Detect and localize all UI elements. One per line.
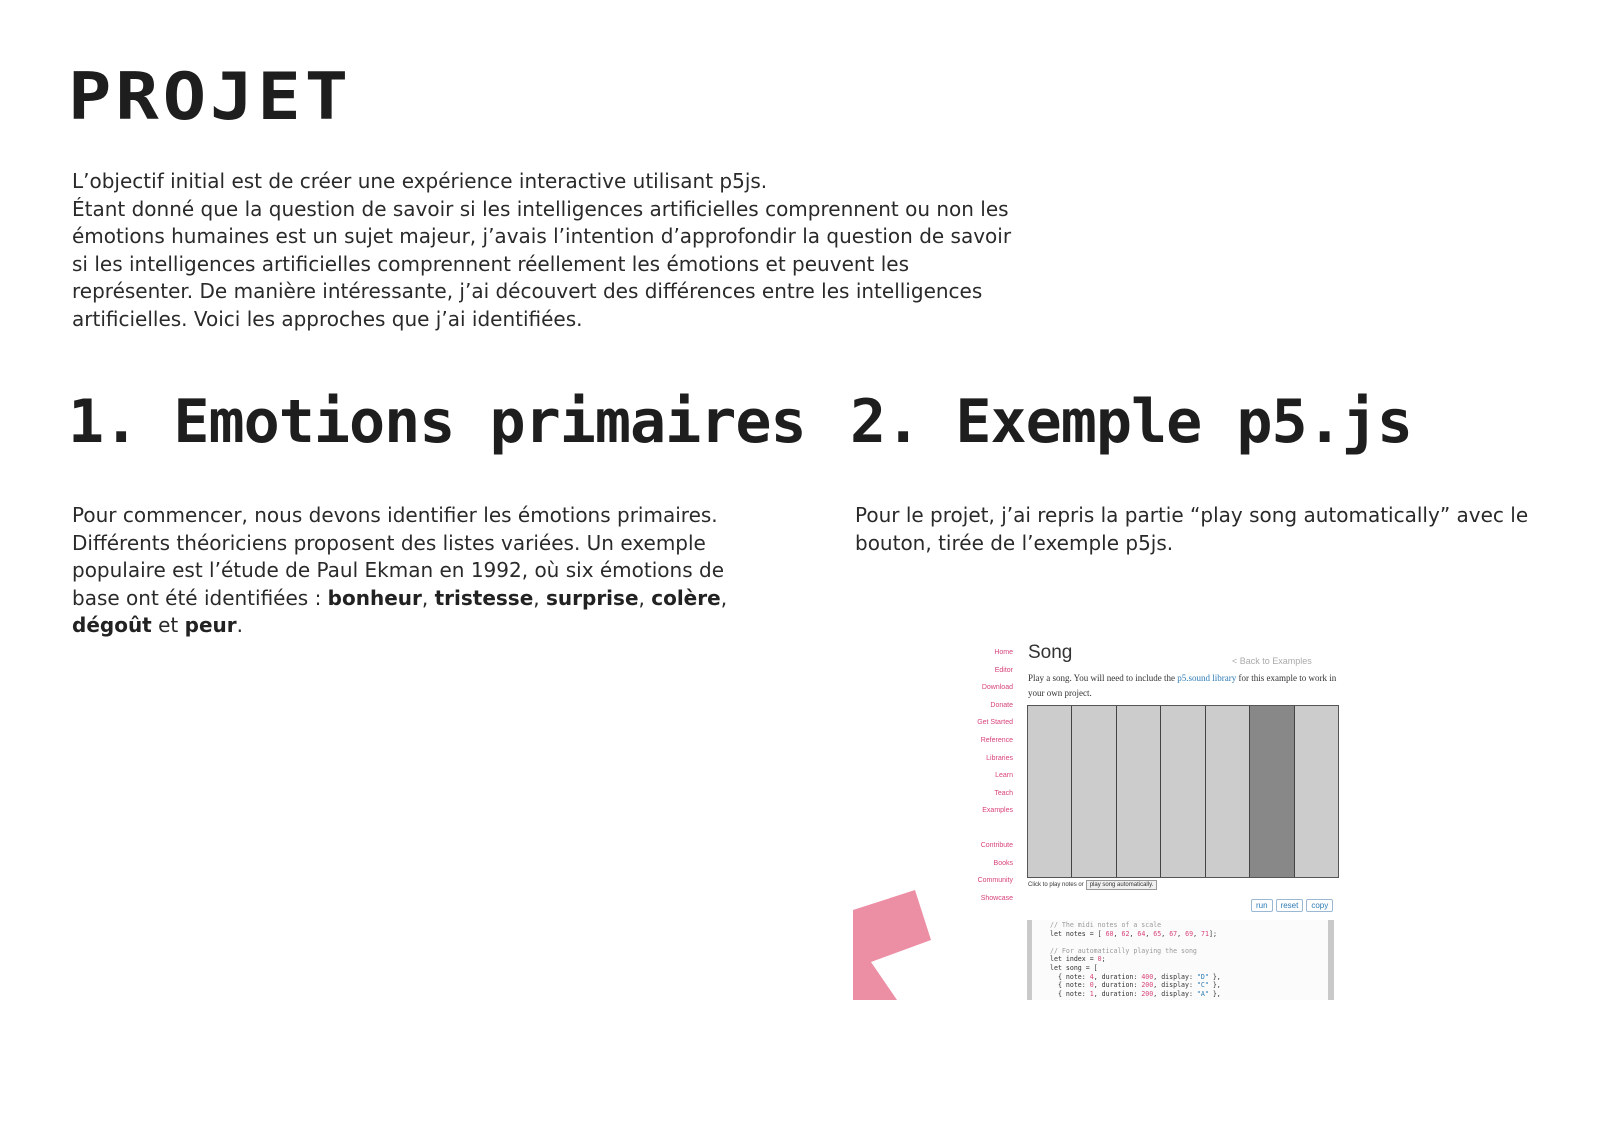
nav-item-reference[interactable]: Reference bbox=[980, 736, 1013, 744]
nav-item-download[interactable]: Download bbox=[981, 684, 1013, 692]
code-number: 200 bbox=[1141, 989, 1154, 998]
code-line bbox=[1050, 947, 1328, 956]
code-token: let song = [ bbox=[1050, 963, 1098, 972]
nav-item-libraries[interactable]: Libraries bbox=[986, 754, 1013, 762]
code-token: ]; bbox=[1208, 929, 1217, 938]
code-token: let index = bbox=[1050, 955, 1098, 964]
code-number: 0 bbox=[1089, 981, 1094, 990]
code-line bbox=[1050, 964, 1328, 973]
piano-canvas[interactable] bbox=[1027, 705, 1339, 878]
code-line bbox=[1050, 921, 1328, 930]
nav-item-donate[interactable]: Donate bbox=[990, 701, 1013, 709]
piano-key[interactable] bbox=[1028, 706, 1072, 877]
code-token: , duration: bbox=[1093, 981, 1142, 990]
code-number: 1 bbox=[1089, 989, 1094, 998]
code-token: , display: bbox=[1153, 981, 1197, 990]
p5js-example-screenshot bbox=[955, 636, 1355, 1000]
desc-before: Play a song. You will need to include the bbox=[1028, 673, 1178, 683]
embed-sidebar-nav bbox=[955, 644, 1013, 907]
nav-item-get-started[interactable]: Get Started bbox=[977, 719, 1013, 727]
emotion-disgust: dégoût bbox=[72, 613, 152, 637]
emotion-happiness: bonheur bbox=[327, 585, 422, 610]
code-token: }, bbox=[1208, 989, 1221, 998]
p5-sound-library-link[interactable]: p5.sound library bbox=[1177, 673, 1237, 683]
code-token: let notes = [ bbox=[1050, 929, 1106, 938]
code-number: 65 bbox=[1153, 929, 1162, 938]
code-number: 69 bbox=[1185, 929, 1194, 938]
piano-key[interactable] bbox=[1072, 706, 1116, 877]
code-token: }, bbox=[1208, 981, 1221, 990]
code-line bbox=[1050, 938, 1328, 947]
nav-item-showcase[interactable]: Showcase bbox=[980, 894, 1013, 902]
nav-item-teach[interactable]: Teach bbox=[994, 789, 1013, 797]
caption-text: Click to play notes or bbox=[1028, 882, 1084, 888]
code-token: { note: bbox=[1050, 981, 1090, 990]
code-number: 71 bbox=[1201, 929, 1209, 938]
code-token: , duration: bbox=[1093, 989, 1142, 998]
nav-item-learn[interactable]: Learn bbox=[995, 772, 1013, 780]
code-token: , bbox=[1129, 929, 1138, 938]
code-number: 4 bbox=[1089, 972, 1094, 981]
code-line bbox=[1050, 955, 1328, 964]
code-string: "A" bbox=[1196, 989, 1209, 998]
code-number: 400 bbox=[1141, 972, 1154, 981]
nav-item-examples[interactable]: Examples bbox=[982, 807, 1013, 815]
code-comment: // For automatically playing the song bbox=[1050, 946, 1197, 955]
separator: , bbox=[533, 585, 546, 610]
piano-key[interactable] bbox=[1206, 706, 1250, 877]
code-token: { note: bbox=[1050, 972, 1090, 981]
code-line bbox=[1050, 930, 1328, 939]
code-string: "D" bbox=[1196, 972, 1209, 981]
piano-key[interactable] bbox=[1161, 706, 1205, 877]
section1-paragraph bbox=[72, 502, 732, 640]
piano-key[interactable] bbox=[1295, 706, 1338, 877]
run-button[interactable]: run bbox=[1251, 899, 1273, 912]
emotion-surprise: surprise bbox=[546, 585, 639, 610]
emotion-anger: colère bbox=[651, 585, 721, 610]
nav-gap bbox=[955, 820, 1013, 837]
nav-item-editor[interactable]: Editor bbox=[994, 666, 1013, 674]
code-string: "C" bbox=[1196, 981, 1209, 990]
code-lines bbox=[1032, 920, 1328, 998]
example-title: Song bbox=[1028, 642, 1073, 663]
code-token: , bbox=[1145, 929, 1154, 938]
code-number: 64 bbox=[1137, 929, 1146, 938]
separator-and: et bbox=[151, 613, 185, 637]
nav-item-books[interactable]: Books bbox=[993, 859, 1013, 867]
code-editor[interactable] bbox=[1027, 920, 1334, 1000]
code-comment: // The midi notes of a scale bbox=[1050, 921, 1162, 929]
section1-text-start: Pour commencer, nous devons identifier les émotions primaires. Différents théoriciens proposent des listes variées. Un exemple populaire est l’étude de Paul Ekman en 1992, où six émotions de base ont été identifiées : bbox=[72, 503, 724, 610]
pink-decorative-shape bbox=[853, 890, 953, 1000]
code-number: 0 bbox=[1097, 955, 1102, 964]
intro-line-2: Étant donné que la question de savoir si les intelligences artificielles comprennent ou non les émotions humaines est un sujet majeur, j’avais l’intention d’approfondir la question de savoir si les intelligences artificielles comprennent réellement les émotions et peuvent les représenter. De manière intéressante, j’ai découvert des différences entre les intelligences artificielles. Voici les approches que j’ai identifiées. bbox=[72, 196, 1012, 331]
code-line bbox=[1050, 981, 1328, 990]
code-number: 60 bbox=[1105, 929, 1114, 938]
nav-item-community[interactable]: Community bbox=[977, 877, 1013, 885]
nav-item-home[interactable]: Home bbox=[994, 649, 1013, 656]
intro-paragraph bbox=[72, 168, 1032, 333]
section1-heading: 1. Emotions primaires bbox=[68, 387, 806, 457]
separator: , bbox=[421, 585, 435, 610]
code-token: , duration: bbox=[1093, 972, 1142, 981]
separator: , bbox=[720, 585, 728, 610]
code-token: ; bbox=[1101, 955, 1106, 964]
code-token: , bbox=[1113, 929, 1122, 938]
code-token: , display: bbox=[1153, 989, 1197, 998]
code-token: , bbox=[1177, 929, 1186, 938]
section2-heading: 2. Exemple p5.js bbox=[850, 387, 1412, 457]
code-token: , bbox=[1193, 929, 1202, 938]
desc-after: for this example to work in your own project. bbox=[1028, 673, 1337, 698]
back-to-examples-link[interactable]: < Back to Examples bbox=[1232, 656, 1312, 666]
example-description bbox=[1028, 671, 1348, 701]
play-song-automatically-button[interactable]: play song automatically. bbox=[1086, 880, 1158, 890]
period: . bbox=[236, 613, 243, 637]
reset-button[interactable]: reset bbox=[1276, 899, 1304, 912]
emotion-sadness: tristesse bbox=[434, 585, 534, 610]
code-line bbox=[1050, 990, 1328, 999]
intro-line-1: L’objectif initial est de créer une expérience interactive utilisant p5js. bbox=[72, 169, 768, 193]
nav-item-contribute[interactable]: Contribute bbox=[980, 841, 1013, 849]
canvas-caption bbox=[1028, 880, 1157, 890]
code-number: 200 bbox=[1141, 981, 1154, 990]
piano-key[interactable] bbox=[1117, 706, 1161, 877]
separator: , bbox=[638, 585, 652, 610]
section2-paragraph: Pour le projet, j’ai repris la partie “play song automatically” avec le bouton, tirée de l’exemple p5js. bbox=[855, 503, 1529, 555]
code-token: , bbox=[1161, 929, 1170, 938]
code-number: 67 bbox=[1169, 929, 1178, 938]
emotion-fear: peur bbox=[184, 613, 237, 637]
page-title: PROJET bbox=[68, 58, 353, 135]
copy-button[interactable]: copy bbox=[1306, 899, 1333, 912]
piano-key[interactable] bbox=[1250, 706, 1294, 877]
code-number: 62 bbox=[1121, 929, 1130, 938]
code-token: }, bbox=[1208, 972, 1221, 981]
code-line bbox=[1050, 973, 1328, 982]
code-buttons bbox=[1251, 899, 1333, 912]
code-token: , display: bbox=[1153, 972, 1197, 981]
code-token: { note: bbox=[1050, 989, 1090, 998]
code-token bbox=[1050, 938, 1054, 946]
